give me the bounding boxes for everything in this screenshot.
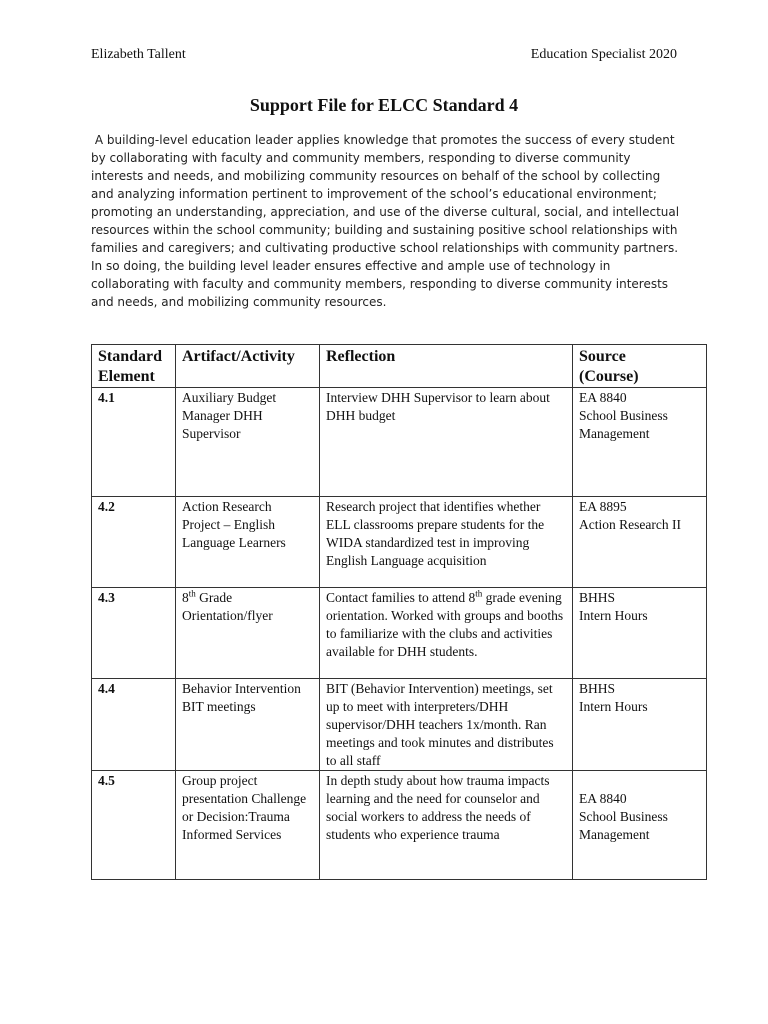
source-course-code: BHHS [579,590,616,605]
source-course-code: EA 8840 [579,390,627,405]
intro-paragraph [91,131,681,311]
source-course-name: Intern Hours [579,699,648,714]
artifact-grade-suffix: th [188,588,196,599]
author-name: Elizabeth Tallent [91,47,186,62]
element-cell: 4.3 [92,588,176,679]
artifact-grade-text: Grade Orientation/flyer [182,590,273,623]
reflection-cell: In depth study about how trauma impacts learning and the need for counselor and social workers to address the needs of students who experience trauma [320,771,573,880]
source-course-name: School Business Management [579,809,668,842]
header-reflection: Reflection [320,345,573,388]
header-element [92,345,176,388]
artifact-cell [176,588,320,679]
header-source-line2: (Course) [579,368,639,385]
standards-table [91,344,707,880]
source-course-code: EA 8895 [579,499,627,514]
table-row [92,771,707,880]
source-course-name: Intern Hours [579,608,648,623]
table-row [92,497,707,588]
table-row [92,388,707,497]
artifact-grade-number: 8 [182,590,189,605]
artifact-cell: Action Research Project – English Language Learners [176,497,320,588]
header-source [573,345,707,388]
source-cell [573,588,707,679]
reflection-text-end: grade evening orientation. Worked with groups and booths to familiarize with the clubs and activities available for DHH students. [326,590,564,659]
element-cell: 4.5 [92,771,176,880]
source-cell [573,497,707,588]
header-element-line1: Standard [98,348,163,365]
source-course-code: BHHS [579,681,616,696]
source-course-code: EA 8840 [579,791,627,806]
element-cell: 4.2 [92,497,176,588]
reflection-cell: Research project that identifies whether ELL classrooms prepare students for the WIDA standardized test in improving English Language acquisition [320,497,573,588]
table-header-row [92,345,707,388]
reflection-cell [320,588,573,679]
artifact-cell: Auxiliary Budget Manager DHH Supervisor [176,388,320,497]
source-course-name: Action Research II [579,517,681,532]
source-cell [573,771,707,880]
header-element-line2: Element [98,368,155,385]
reflection-text-start: Contact families to attend 8 [326,590,476,605]
reflection-cell: Interview DHH Supervisor to learn about DHH budget [320,388,573,497]
table-row [92,679,707,771]
source-cell [573,679,707,771]
header-artifact: Artifact/Activity [176,345,320,388]
reflection-cell: BIT (Behavior Intervention) meetings, set up to meet with interpreters/DHH supervisor/DHH teachers 1x/month. Ran meetings and took minutes and distributes to all staff [320,679,573,771]
table-row [92,588,707,679]
element-cell: 4.4 [92,679,176,771]
reflection-grade-suffix: th [475,588,483,599]
program-label: Education Specialist 2020 [530,47,677,62]
page-title: Support File for ELCC Standard 4 [249,95,519,115]
source-course-name: School Business Management [579,408,668,441]
element-cell: 4.1 [92,388,176,497]
source-cell [573,388,707,497]
header-source-line1: Source [579,348,626,365]
artifact-cell: Group project presentation Challenge or Decision:Trauma Informed Services [176,771,320,880]
intro-text: A building-level education leader applies knowledge that promotes the success of every student by collaborating with faculty and community members, responding to diverse community interests and needs, and mobilizing community resources on behalf of the school by collecting and analyzing information pertinent to improvement of the school’s educational environment; promoting an understanding, appreciation, and use of the diverse cultural, social, and intellectual resources within the school community; building and sustaining positive school relationships with families and caregivers; and cultivating productive school relationships with community partners. In so doing, the building level leader ensures effective and ample use of technology in collaborating with faculty and community members, responding to diverse community interests and needs, and mobilizing community resources. [91,133,680,309]
artifact-cell: Behavior Intervention BIT meetings [176,679,320,771]
